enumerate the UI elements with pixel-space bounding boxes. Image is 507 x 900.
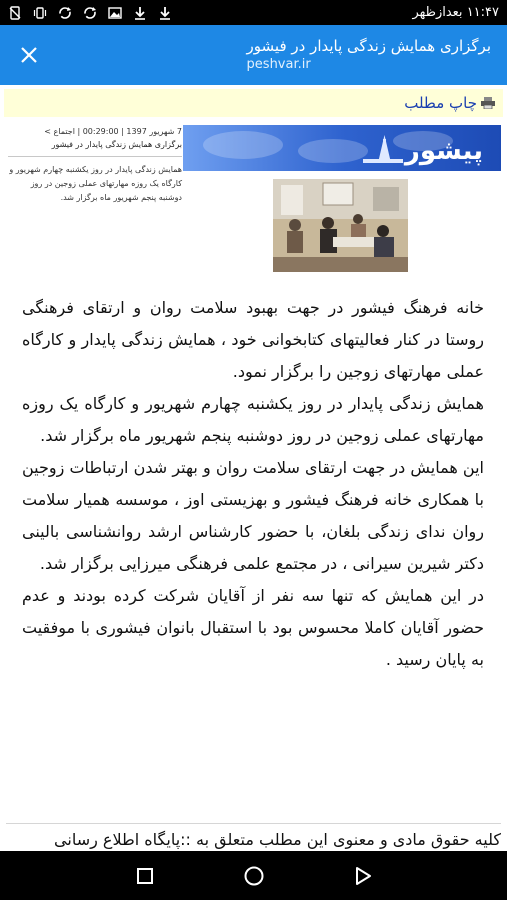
article-paragraph: در این همایش که تنها سه نفر از آقایان شرکت کرده بودند و عدم حضور آقایان کاملا محسوس بود با استقبال بانوان فیشوری با موفقیت به پایان رسید . (22, 586, 484, 669)
article-date: 7 شهریور 1397 | 00:29:00 | اجتماع > (44, 127, 182, 136)
close-icon (20, 46, 38, 64)
home-icon (243, 865, 265, 887)
site-banner (183, 125, 501, 171)
sync-icon (83, 6, 97, 20)
home-button[interactable] (234, 856, 274, 896)
back-icon (353, 866, 373, 886)
no-sim-icon (8, 6, 22, 20)
article-meta (8, 125, 182, 205)
status-time: ۱۱:۴۷ بعدازظهر (412, 5, 499, 20)
image-icon (108, 6, 122, 20)
banner-logo-text: پیشور (404, 136, 483, 166)
custom-tab-header (0, 25, 507, 85)
article-paragraph: خانه فرهنگ فیشور در جهت بهبود سلامت روان و ارتقای فرهنگی روستا در کنار فعالیتهای کتابخوانی خود ، همایش زندگی پایدار و کارگاه عملی مهارتهای زوجین را برگزار نمود. (22, 298, 484, 381)
download-icon (158, 6, 172, 20)
status-bar (0, 0, 507, 25)
print-link[interactable]: چاپ مطلب (404, 94, 477, 112)
recents-button[interactable] (125, 856, 165, 896)
download-icon (133, 6, 147, 20)
article-photo (273, 179, 408, 272)
article-body (22, 292, 484, 676)
article-paragraph: همایش زندگی پایدار در روز یکشنبه چهارم شهریور و کارگاه یک روزه مهارتهای عملی زوجین در روز دوشنبه پنجم شهریور ماه برگزار شد. (22, 394, 484, 445)
copyright-text: کلیه حقوق مادی و معنوی این مطلب متعلق به ::پایگاه اطلاع رسانی (54, 830, 501, 849)
meta-divider (8, 156, 182, 157)
print-strip (4, 89, 503, 117)
article-lead: همایش زندگی پایدار در روز یکشنبه چهارم شهریور و کارگاه یک روزه مهارتهای عملی زوجین در روز دوشنبه پنجم شهریور ماه برگزار شد. (9, 165, 182, 202)
footer-divider (6, 823, 501, 824)
article-paragraph: این همایش در جهت ارتقای سلامت روان و بهتر شدن ارتباطات زوجین با همکاری خانه فرهنگ فیشور و بهزیستی اوز ، موسسه همیار سلامت روان ندای زندگی بلغان، با حضور کارشناس ارشد روانشناسی بالینی دکتر شیرین سیرانی ، در مجتمع علمی فرهنگی میرزایی برگزار شد. (22, 458, 484, 573)
tab-titles[interactable] (247, 36, 495, 74)
article-headline: برگزاری همایش زندگی پایدار در فیشور (51, 140, 182, 149)
page-title: برگزاری همایش زندگی پایدار در فیشور (246, 37, 491, 55)
status-icons (8, 6, 172, 20)
page-url: peshvar.ir (246, 57, 311, 72)
vibrate-icon (33, 6, 47, 20)
printer-icon[interactable] (481, 97, 495, 109)
sync-icon (58, 6, 72, 20)
navigation-bar (0, 851, 507, 900)
recents-icon (136, 867, 154, 885)
close-button[interactable] (14, 40, 44, 70)
back-button[interactable] (343, 856, 383, 896)
